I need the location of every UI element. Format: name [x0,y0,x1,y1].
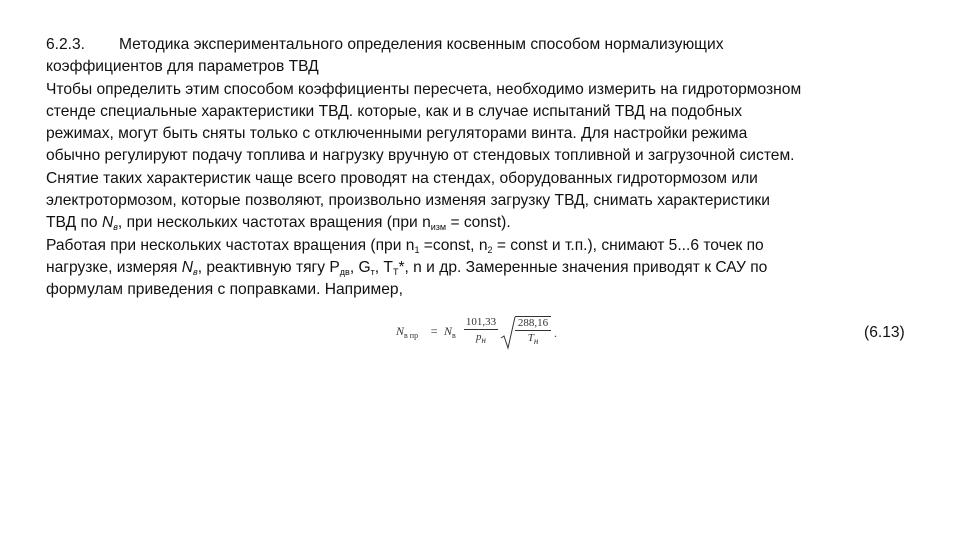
paragraph-1-line: Чтобы определить этим способом коэффициенты пересчета, необходимо измерить на гидротормозном [46,80,802,98]
formula-temperature-fraction: 288,16 $T_н$ [515,316,551,344]
formula-lhs: $N_{в пр}$ [396,324,419,340]
section-title-line-1: Методика экспериментального определения косвенным способом нормализующих [119,36,724,53]
paragraph-1-line: электротормозом, которые позволяют, произвольно изменяя загрузку ТВД, снимать характеристики [46,192,770,210]
square-root-sign [500,316,516,350]
formula-pressure-fraction: 101,33 $p_н$ [465,316,497,345]
paragraph-1-line: режимах, могут быть сняты только с отключенными регуляторами винта. Для настройки режима [46,125,748,143]
paragraph-2-line-1: Работая при нескольких частотах вращения (при $n_1$ =const, $n_2$ = const и т.п.), снимают 5...6 точек по [46,236,764,255]
formula-nv: $N_в$ [444,324,456,340]
paragraph-2-line-3: формулам приведения с поправками. Например, [46,281,403,299]
formula-equals: = [430,324,439,338]
section-heading [46,34,926,56]
paragraph-1-line: стенде специальные характеристики ТВД. которые, как и в случае испытаний ТВД на подобных [46,102,743,120]
paragraph-1-last-line: ТВД по $N_в$, при нескольких частотах вращения (при $n_{изм}$ = const). [46,214,511,233]
paragraph-1-line: Снятие таких характеристик чаще всего проводят на стендах, оборудованных гидротормозом или [46,169,758,187]
equation-number: (6.13) [864,324,905,341]
paragraph-2-line-2: нагрузке, измеряя $N_в$, реактивную тягу $P_{дв}$, $G_т$, $T_Т*$, n и др. Замеренные значения приводят к САУ по [46,258,768,277]
section-title-line-2: коэффициентов для параметров ТВД [46,58,319,76]
formula-6-13 [396,316,576,350]
paragraph-1-line: обычно регулируют подачу топлива и нагрузку вручную от стендовых топливной и загрузочной систем. [46,147,795,165]
document-body [46,34,926,302]
formula-end-dot: . [554,326,557,340]
section-number: 6.2.3. [46,36,86,53]
